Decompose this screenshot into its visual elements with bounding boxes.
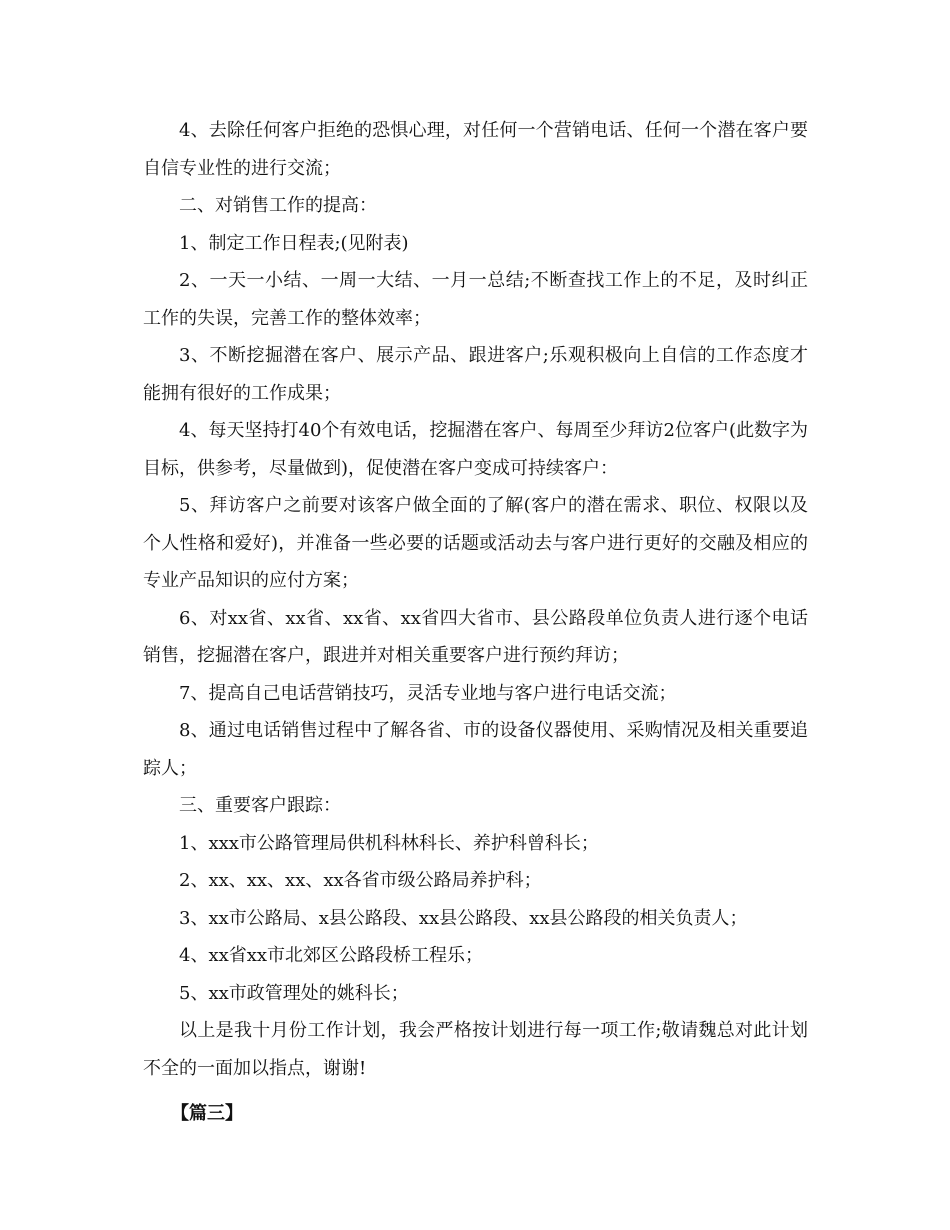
paragraph-item-4-fear: 4、去除任何客户拒绝的恐惧心理，对任何一个营销电话、任何一个潜在客户要自信专业性的进行交流； bbox=[143, 120, 808, 179]
paragraph-item-4-calls: 4、每天坚持打40个有效电话，挖掘潜在客户、每周至少拜访2位客户(此数字为目标，供参考，尽量做到)，促使潜在客户变成可持续客户： bbox=[143, 420, 808, 479]
paragraph-item-1-schedule: 1、制定工作日程表;(见附表) bbox=[179, 232, 409, 254]
client-item-4: 4、xx省xx市北郊区公路段桥工程乐； bbox=[179, 945, 484, 966]
paragraph-item-6-provinces: 6、对xx省、xx省、xx省、xx省四大省市、县公路段单位负责人进行逐个电话销售，挖掘潜在客户，跟进并对相关重要客户进行预约拜访； bbox=[143, 607, 808, 666]
client-item-3: 3、xx市公路局、x县公路段、xx县公路段、xx县公路段的相关负责人； bbox=[179, 907, 748, 929]
paragraph-item-7-skills: 7、提高自己电话营销技巧，灵活专业地与客户进行电话交流； bbox=[179, 682, 677, 704]
paragraph-item-3-prospects: 3、不断挖掘潜在客户、展示产品、跟进客户;乐观积极向上自信的工作态度才能拥有很好的工作成果； bbox=[143, 345, 808, 404]
document-body bbox=[143, 112, 808, 1133]
section-tag-part-three: 【篇三】 bbox=[171, 1103, 243, 1124]
paragraph-item-5-visits: 5、拜访客户之前要对该客户做全面的了解(客户的潜在需求、职位、权限以及个人性格和爱好)，并准备一些必要的话题或活动去与客户进行更好的交融及相应的专业产品知识的应付方案； bbox=[143, 495, 808, 591]
section-heading-key-clients: 三、重要客户跟踪： bbox=[179, 795, 341, 816]
client-item-2: 2、xx、xx、xx、xx各省市级公路局养护科； bbox=[179, 870, 542, 891]
closing-paragraph: 以上是我十月份工作计划，我会严格按计划进行每一项工作;敬请魏总对此计划不全的一面加以指点，谢谢! bbox=[143, 1020, 808, 1079]
client-item-1: 1、xxx市公路管理局供机科林科长、养护科曾科长； bbox=[179, 832, 599, 854]
client-item-5: 5、xx市政管理处的姚科长； bbox=[179, 982, 409, 1004]
paragraph-item-2-summary: 2、一天一小结、一周一大结、一月一总结;不断查找工作上的不足，及时纠正工作的失误，完善工作的整体效率； bbox=[143, 270, 808, 329]
section-heading-sales-improvement: 二、对销售工作的提高： bbox=[179, 195, 377, 216]
paragraph-item-8-tracking: 8、通过电话销售过程中了解各省、市的设备仪器使用、采购情况及相关重要追踪人； bbox=[143, 720, 808, 779]
